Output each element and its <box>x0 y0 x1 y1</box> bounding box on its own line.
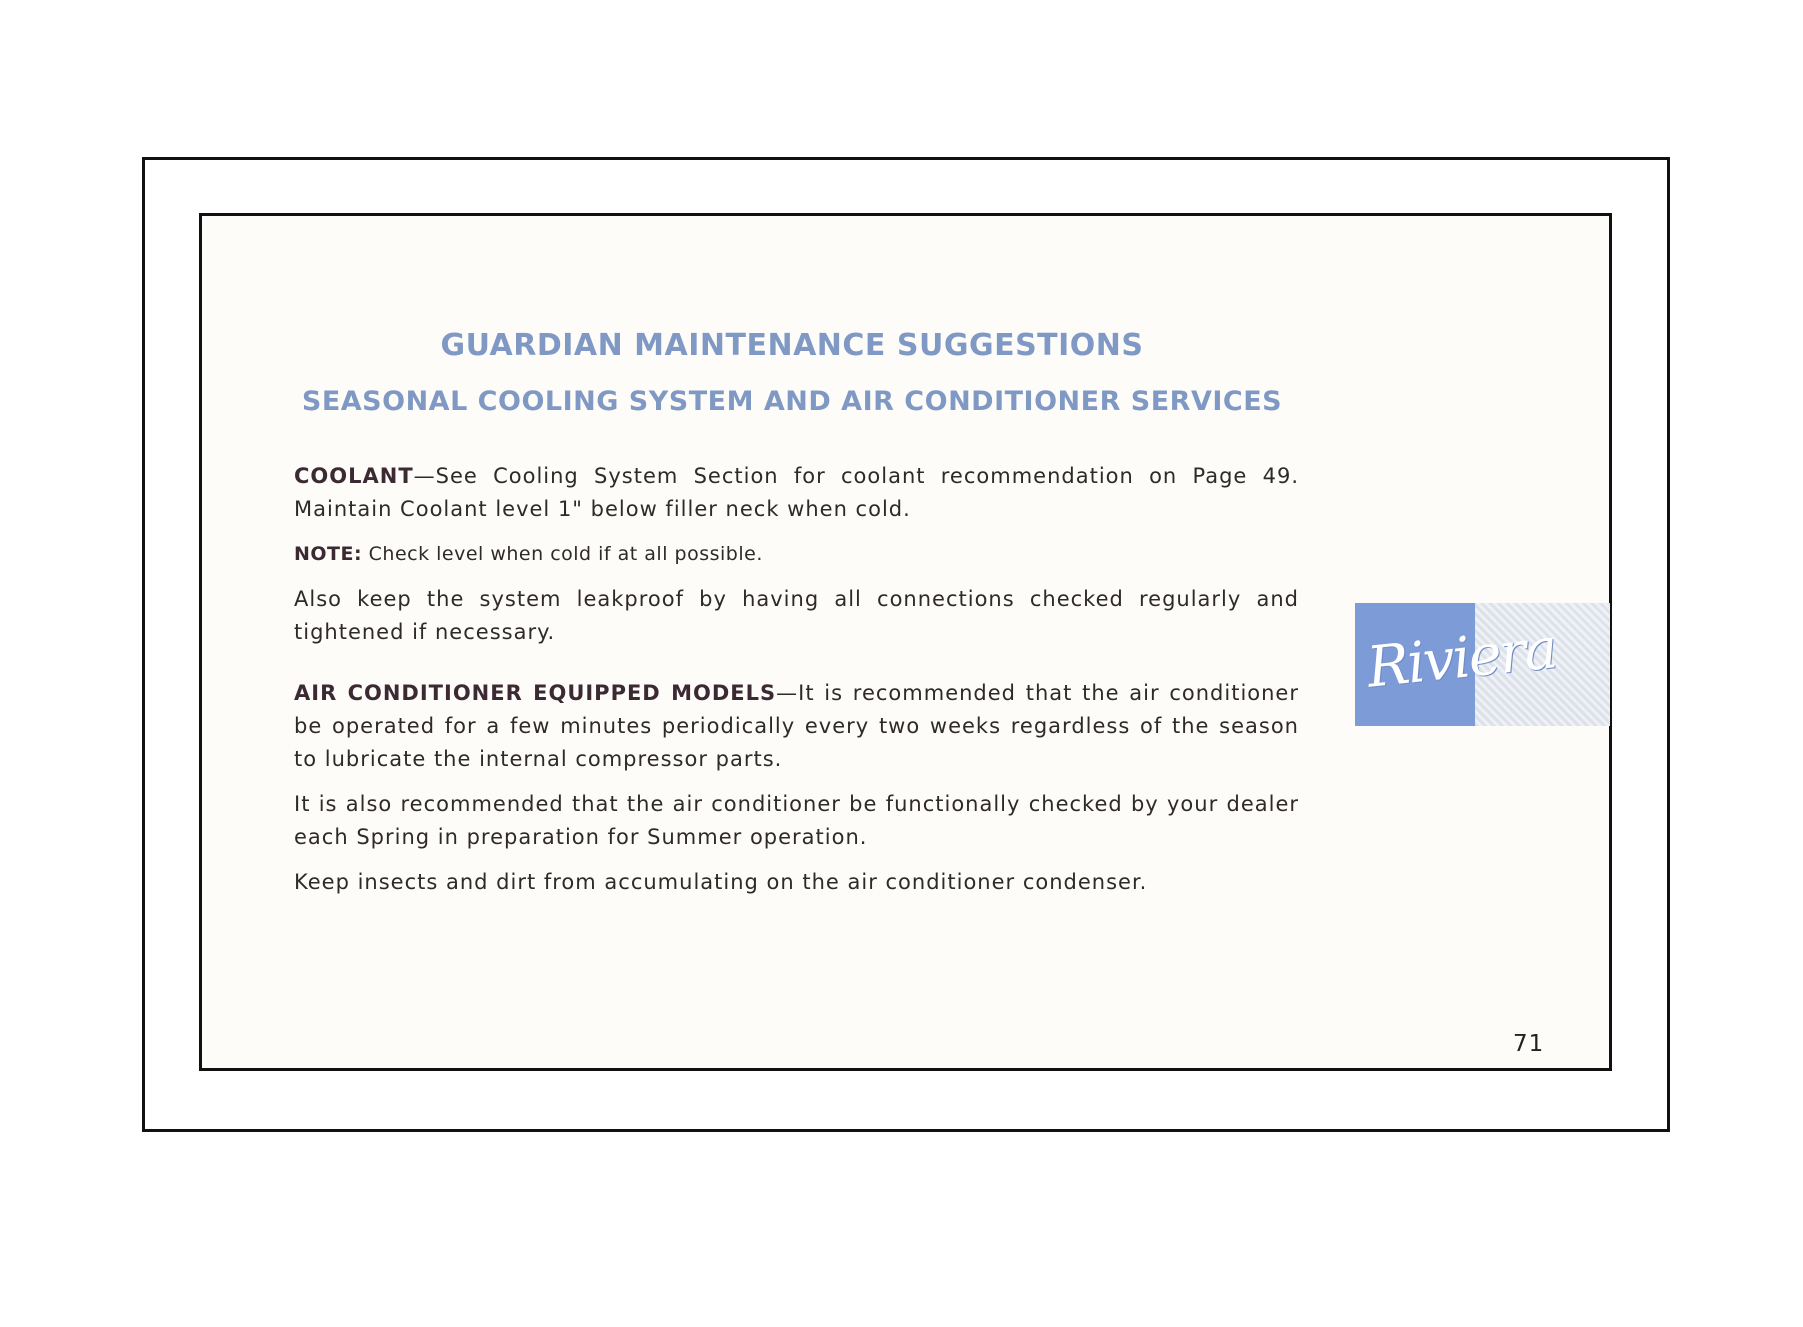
page-title: GUARDIAN MAINTENANCE SUGGESTIONS <box>440 328 1144 363</box>
note-paragraph <box>294 538 1299 571</box>
coolant-paragraph <box>294 460 1299 526</box>
insects-paragraph: Keep insects and dirt from accumulating on the air conditioner condenser. <box>294 870 1148 894</box>
air-conditioner-text: —It is recommended that the air conditioner be operated for a few minutes periodically every two weeks regardless of the season to lubricate the internal compressor parts. <box>294 681 1299 771</box>
page-subtitle: SEASONAL COOLING SYSTEM AND AIR CONDITIONER SERVICES <box>301 386 1283 417</box>
spring-check-paragraph: It is also recommended that the air conditioner be functionally checked by your dealer each Spring in preparation for Summer operation. <box>294 792 1299 849</box>
coolant-text: —See Cooling System Section for coolant recommendation on Page 49. Maintain Coolant level 1" below filler neck when cold. <box>294 464 1299 521</box>
riviera-logo <box>1355 603 1610 726</box>
page-content <box>294 460 1299 911</box>
note-lead: NOTE: <box>294 543 363 565</box>
logo-script-text: Riviera <box>1364 616 1559 701</box>
manual-page <box>199 213 1612 1071</box>
leakproof-paragraph: Also keep the system leakproof by having all connections checked regularly and tightened if necessary. <box>294 587 1299 644</box>
air-conditioner-lead: AIR CONDITIONER EQUIPPED MODELS <box>294 681 777 705</box>
page-number: 71 <box>1513 1031 1545 1057</box>
note-text: Check level when cold if at all possible. <box>362 543 763 565</box>
air-conditioner-paragraph <box>294 677 1299 776</box>
coolant-lead: COOLANT <box>294 464 414 488</box>
